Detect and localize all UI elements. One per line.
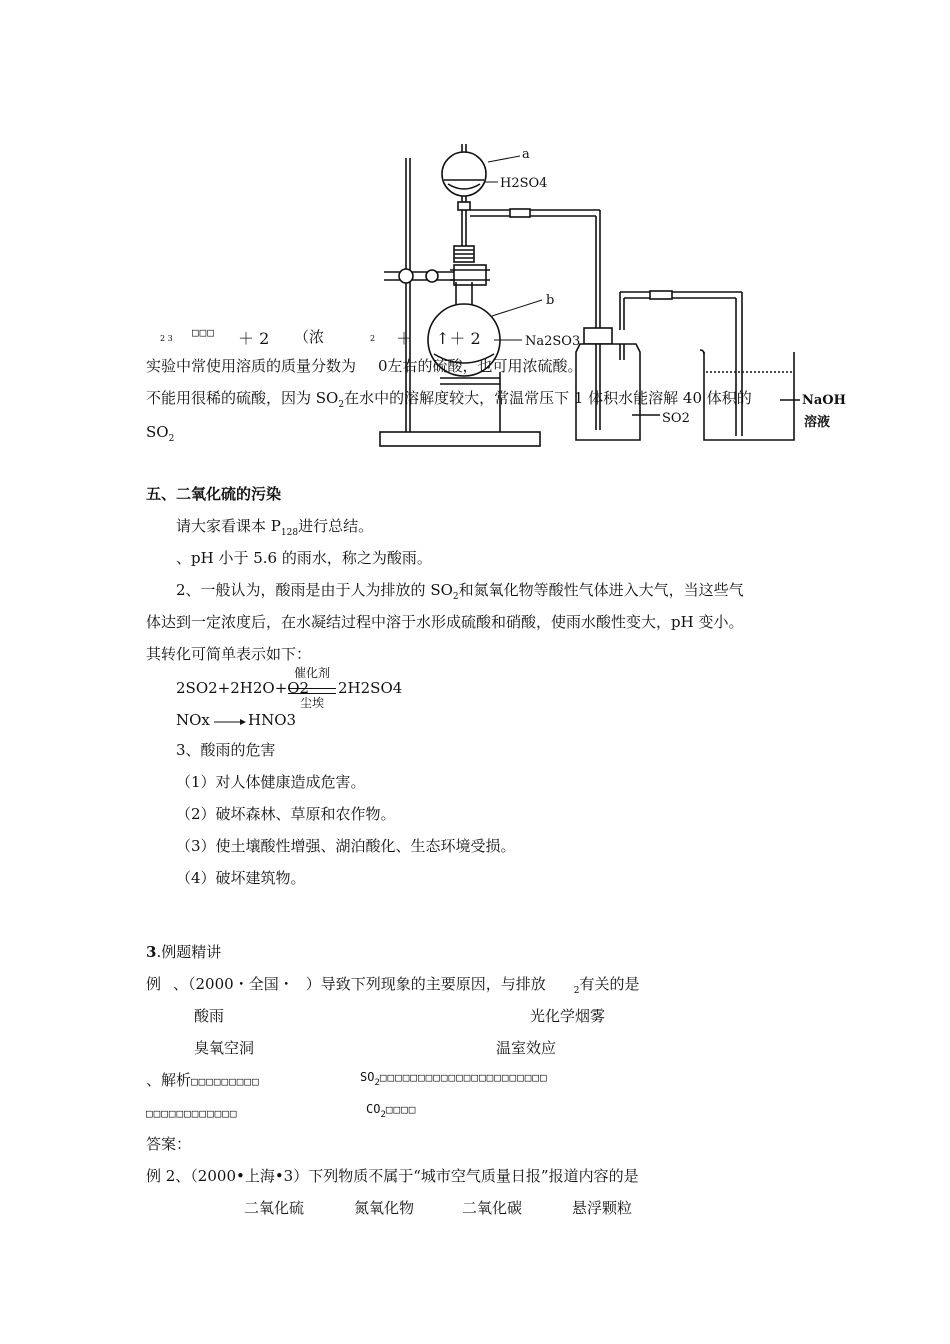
option-c: 臭氧空洞 [194,1039,255,1057]
ex2-option-3: 二氧化碳 [462,1199,523,1217]
analysis-co2: $CO_2□□□□$ [366,1102,417,1120]
analysis-line-1: 、解析□□□□□□□□□ [146,1071,260,1089]
ex2-option-4: 悬浮颗粒 [572,1199,633,1217]
dust-label: 尘埃 [299,696,324,710]
dilute-acid-note: 不能用很稀的硫酸，因为 $SO_2$在水中的溶解度较大，常温常压下 1 体积水能溶解 40 体积的 [146,389,752,410]
example-2-question: 例 2、（2000•上海•3）下列物质不属于“城市空气质量日报”报道内容的是 [146,1167,639,1185]
conversion-intro: 其转化可简单表示如下： [146,645,312,663]
harm-3: （3）使土壤酸性增强、湖泊酸化、生态环境受损。 [176,837,516,855]
label-naoh: NaOH [802,393,846,408]
ex2-option-1: 二氧化硫 [244,1199,305,1217]
option-d: 温室效应 [496,1039,557,1057]
section-title-pollution: 五、二氧化硫的污染 [146,485,282,503]
equation-sulfuric: 2SO2+2H2O+O2 [176,679,310,697]
ex2-option-2: 氮氧化物 [354,1199,415,1217]
harm-4: （4）破坏建筑物。 [176,869,306,887]
label-b: b [546,293,555,308]
textbook-reference: 请大家看课本 $P_{128}$进行总结。 [176,517,374,538]
acid-rain-cause: 2、一般认为，酸雨是由于人为排放的 $SO_2$和氮氧化物等酸性气体进入大气，当这些气 [176,581,744,602]
nitric-acid-product: HNO3 [248,711,297,729]
concentration-note: 实验中常使用溶质的质量分数为 0左右的硫酸，也可用浓硫酸。 [146,357,583,375]
so2-continuation: $SO_2$ [146,423,175,444]
analysis-so2: $SO_2□□□□□□□□□□□□□□□□□□□□□□$ [360,1070,548,1088]
label-a: a [522,147,530,162]
label-h2so4: H2SO4 [500,176,548,191]
option-b: 光化学烟雾 [530,1007,606,1025]
acid-rain-harm-title: 3、酸雨的危害 [176,741,276,759]
arrow-icon [212,716,248,728]
label-solution: 溶液 [804,415,831,430]
option-a: 酸雨 [194,1007,225,1025]
analysis-line-2: □□□□□□□□□□□□ [146,1107,238,1120]
harm-1: （1）对人体健康造成危害。 [176,773,366,791]
equation-nitric: NOx [176,711,210,729]
sulfuric-acid-product: 2H2SO4 [338,679,403,697]
catalyst-label: 催化剂 [293,666,330,680]
acid-rain-definition: 、pH 小于 5.6 的雨水，称之为酸雨。 [176,549,432,567]
acid-rain-cause-cont: 体达到一定浓度后，在水凝结过程中溶于水形成硫酸和硝酸，使雨水酸性变大，pH 变小。 [146,613,744,631]
example-1-question: 例 、（2000・全国・ ）导致下列现象的主要原因，与排放 $_2$有关的是 [146,975,640,996]
label-so2: SO2 [662,411,690,426]
answer-label: 答案： [146,1135,192,1153]
label-na2so3: Na2SO3 [525,334,581,349]
harm-2: （2）破坏森林、草原和农作物。 [176,805,396,823]
section-title-examples: 3.例题精讲 [146,943,222,961]
